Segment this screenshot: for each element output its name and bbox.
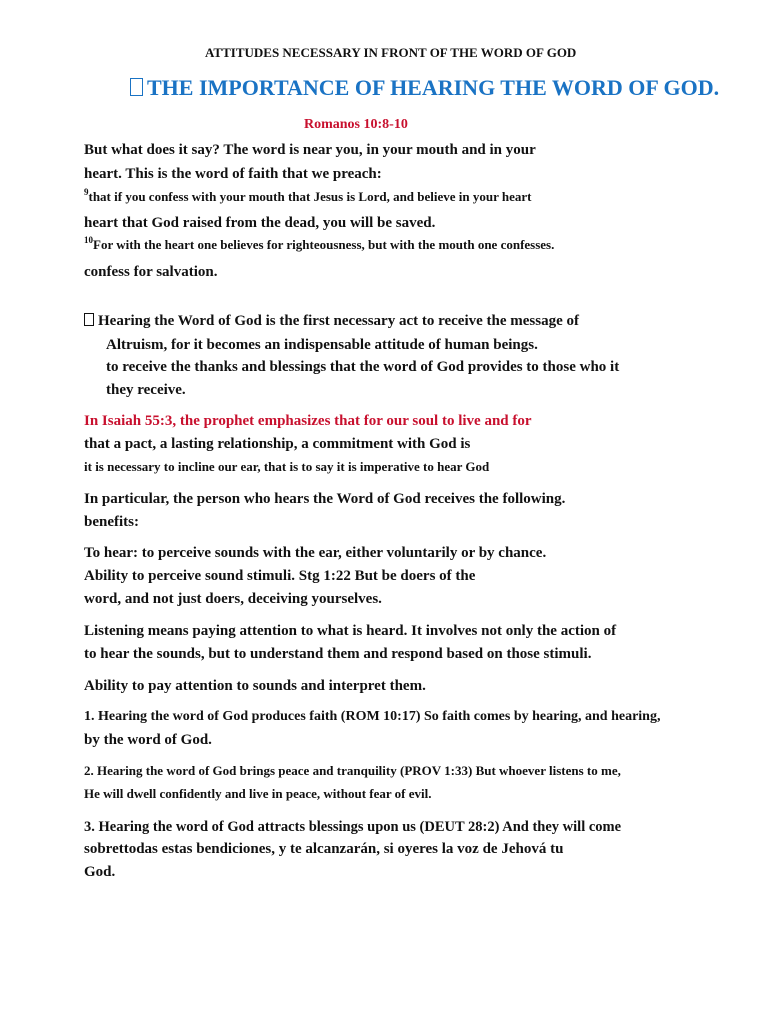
isaiah-highlight: In Isaiah 55:3, the prophet emphasizes that for our soul to live and for	[84, 413, 532, 429]
verse-text: that if you confess with your mouth that Jesus is Lord, and believe in your heart	[88, 189, 532, 204]
verse-text: For with the heart one believes for righteousness, but with the mouth one confesses.	[93, 237, 555, 252]
paragraph-line: In particular, the person who hears the Word of God receives the following.	[84, 491, 566, 507]
benefit-item-3-cont: God.	[84, 864, 116, 880]
benefit-item-2-cont: He will dwell confidently and live in peace, without fear of evil.	[84, 786, 432, 801]
missing-glyph-icon	[84, 313, 94, 326]
benefit-item-1: 1. Hearing the word of God produces faith (ROM 10:17) So faith comes by hearing, and hearing,	[84, 709, 661, 724]
verse-9	[84, 188, 532, 206]
paragraph-line: heart. This is the word of faith that we preach:	[84, 166, 382, 182]
verse-10	[84, 236, 554, 254]
paragraph-line: benefits:	[84, 514, 139, 530]
bullet-line: to receive the thanks and blessings that the word of God provides to those who it	[106, 359, 620, 375]
benefit-item-3-cont: sobrettodas estas bendiciones, y te alcanzarán, si oyeres la voz de Jehová tu	[84, 841, 564, 857]
bullet-line: they receive.	[106, 382, 186, 398]
paragraph-line: that a pact, a lasting relationship, a commitment with God is	[84, 436, 471, 452]
paragraph-line: to hear the sounds, but to understand them and respond based on those stimuli.	[84, 646, 592, 662]
verse-number: 10	[84, 235, 93, 245]
paragraph-line: But what does it say? The word is near you, in your mouth and in your	[84, 142, 536, 158]
paragraph-line: Listening means paying attention to what is heard. It involves not only the action of	[84, 623, 617, 639]
scripture-reference: Romanos 10:8-10	[304, 117, 408, 132]
paragraph-line: confess for salvation.	[84, 264, 218, 280]
paragraph-line: it is necessary to incline our ear, that is to say it is imperative to hear God	[84, 459, 490, 474]
benefit-item-3: 3. Hearing the word of God attracts blessings upon us (DEUT 28:2) And they will come	[84, 819, 622, 835]
bullet-text: Hearing the Word of God is the first necessary act to receive the message of	[98, 313, 580, 329]
verse-number: 9	[84, 187, 89, 197]
paragraph-line: To hear: to perceive sounds with the ear, either voluntarily or by chance.	[84, 545, 547, 561]
section-heading-text: THE IMPORTANCE OF HEARING THE WORD OF GOD.	[147, 75, 720, 100]
paragraph-line: heart that God raised from the dead, you will be saved.	[84, 215, 436, 231]
paragraph-line: Ability to perceive sound stimuli. Stg 1:22 But be doers of the	[84, 568, 476, 584]
bullet-line: Altruism, for it becomes an indispensable attitude of human beings.	[106, 337, 538, 353]
paragraph-line: word, and not just doers, deceiving yourselves.	[84, 591, 382, 607]
bullet-line	[84, 312, 579, 330]
section-heading	[130, 75, 719, 101]
document-title: ATTITUDES NECESSARY IN FRONT OF THE WORD OF GOD	[205, 45, 577, 60]
paragraph-line: Ability to pay attention to sounds and interpret them.	[84, 678, 426, 694]
benefit-item-1-cont: by the word of God.	[84, 732, 212, 748]
benefit-item-2: 2. Hearing the word of God brings peace and tranquility (PROV 1:33) But whoever listens to me,	[84, 763, 621, 778]
missing-glyph-icon	[130, 78, 143, 96]
